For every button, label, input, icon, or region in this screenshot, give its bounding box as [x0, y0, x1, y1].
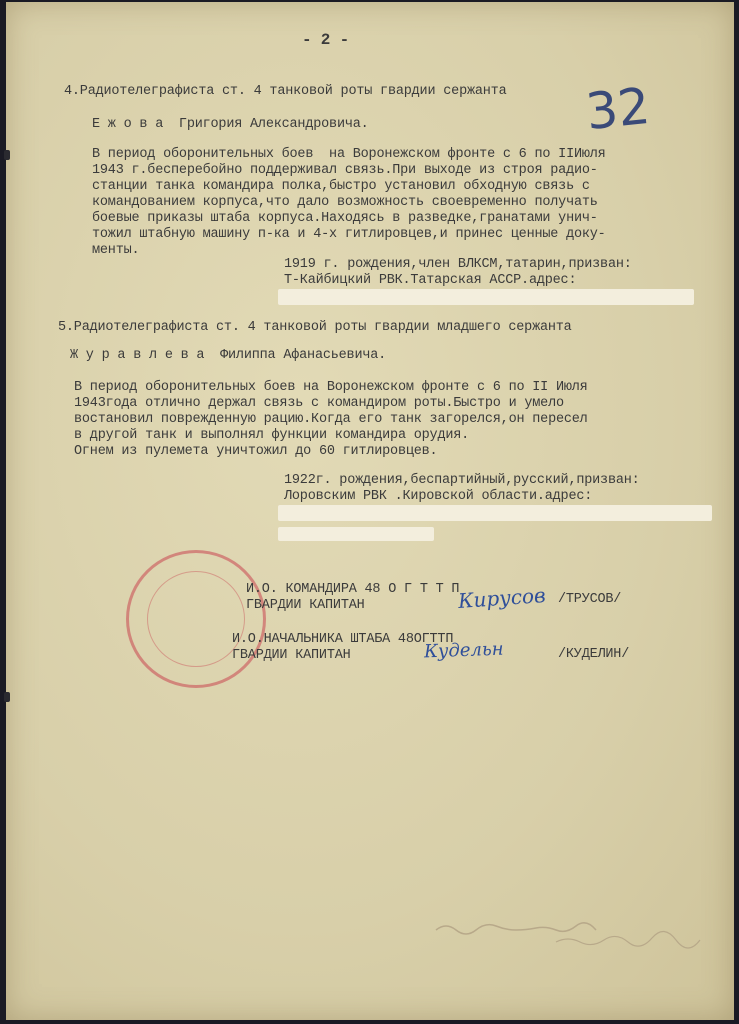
chief-title: И.О.НАЧАЛЬНИКА ШТАБА 48ОГТТП: [232, 632, 454, 647]
commander-signature: Кирусов: [457, 582, 547, 614]
commander-title: И.О. КОМАНДИРА 48 О Г Т Т П: [246, 582, 460, 597]
entry4-name: Е ж о в а Григория Александровича.: [92, 117, 369, 132]
punch-hole-icon: [4, 692, 10, 702]
document-page: [6, 2, 734, 1020]
entry5-body-line: востановил поврежденную рацию.Когда его танк загорелся,он пересел: [74, 412, 588, 427]
entry4-body-line: 1943 г.бесперебойно поддерживал связь.При выходе из строя радио-: [92, 163, 598, 178]
entry5-birth-line: 1922г. рождения,беспартийный,русский,призван:: [284, 473, 640, 488]
entry4-body-line: боевые приказы штаба корпуса.Находясь в разведке,гранатами унич-: [92, 211, 598, 226]
redacted-address: [278, 289, 694, 305]
redacted-address: [278, 527, 434, 541]
entry4-birth-line: Т-Кайбицкий РВК.Татарская АССР.адрес:: [284, 273, 577, 288]
entry4-body-line: станции танка командира полка,быстро установил обходную связь с: [92, 179, 590, 194]
chief-signature: Кудельн: [423, 638, 504, 663]
commander-rank: ГВАРДИИ КАПИТАН: [246, 598, 365, 613]
redacted-address: [278, 505, 712, 521]
faint-handwriting: [426, 902, 726, 952]
handwritten-page-number: 32: [583, 76, 653, 142]
commander-name: /ТРУСОВ/: [558, 592, 622, 607]
entry5-heading: 5.Радиотелеграфиста ст. 4 танковой роты гвардии младшего сержанта: [58, 320, 572, 335]
entry5-body-line: Огнем из пулемета уничтожил до 60 гитлировцев.: [74, 444, 438, 459]
chief-name: /КУДЕЛИН/: [558, 647, 630, 662]
entry5-body-line: В период оборонительных боев на Воронежском фронте с 6 по II Июля: [74, 380, 588, 395]
entry4-birth-line: 1919 г. рождения,член ВЛКСМ,татарин,призван:: [284, 257, 632, 272]
punch-hole-icon: [4, 150, 10, 160]
page-number: - 2 -: [302, 31, 350, 49]
chief-rank: ГВАРДИИ КАПИТАН: [232, 648, 351, 663]
entry4-body-line: командованием корпуса,что дало возможность своевременно получать: [92, 195, 598, 210]
official-seal: [126, 550, 266, 688]
entry5-birth-line: Лоровским РВК .Кировской области.адрес:: [284, 489, 593, 504]
entry5-body-line: 1943года отлично держал связь с командиром роты.Быстро и умело: [74, 396, 564, 411]
entry4-body-line: тожил штабную машину п-ка и 4-х гитлировцев,и принес ценные доку-: [92, 227, 606, 242]
entry5-body-line: в другой танк и выполнял функции командира орудия.: [74, 428, 470, 443]
entry4-body-line: менты.: [92, 243, 140, 258]
entry5-name: Ж у р а в л е в а Филиппа Афанасьевича.: [70, 348, 387, 363]
entry4-heading: 4.Радиотелеграфиста ст. 4 танковой роты гвардии сержанта: [64, 84, 507, 99]
entry4-body-line: В период оборонительных боев на Воронежском фронте с 6 по IIИюля: [92, 147, 606, 162]
